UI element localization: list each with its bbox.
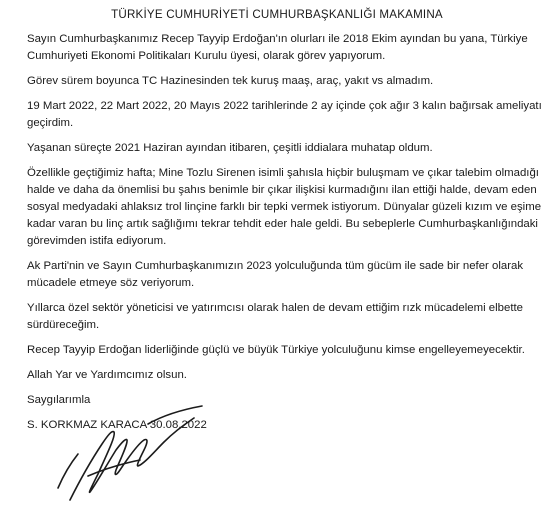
paragraph-5-line-3: sosyal medyadaki ahlaksız trol linçine farklı bir tepki vermek istiyorum. Dünyalar güzeli kızım ve eşime [27, 201, 542, 213]
paragraph-5-line-4: kadar varan bu linç artık sağlığımı tekrar tehdit eder hale geldi. Bu sebeplerle Cumhurbaşkanlığındaki [27, 218, 538, 230]
paragraph-4-line-1: Yaşanan süreçte 2021 Haziran ayından itibaren, çeşitli iddialara muhatap oldum. [27, 142, 433, 154]
paragraph-6-line-2: mücadele etmeye söz veriyorum. [27, 277, 195, 289]
paragraph-9-line-1: Allah Yar ve Yardımcımız olsun. [27, 369, 187, 381]
paragraph-1-line-2: Cumhuriyeti Ekonomi Politikaları Kurulu üyesi, olarak görev yapıyorum. [27, 50, 386, 62]
paragraph-1-line-1: Sayın Cumhurbaşkanımız Recep Tayyip Erdoğan'ın olurları ile 2018 Ekim ayından bu yana, Türkiye [27, 33, 528, 45]
paragraph-3-line-1: 19 Mart 2022, 22 Mart 2022, 20 Mayıs 2022 tarihlerinde 2 ay içinde çok ağır 3 kalın bağırsak ameliyatı [27, 100, 542, 112]
paragraph-3-line-2: geçirdim. [27, 117, 74, 129]
paragraph-7-line-2: sürdüreceğim. [27, 319, 100, 331]
letter-heading: TÜRKİYE CUMHURİYETİ CUMHURBAŞKANLIĞI MAKAMINA [111, 8, 443, 21]
signatory-and-date: S. KORKMAZ KARACA 30.08.2022 [27, 419, 207, 431]
paragraph-7-line-1: Yıllarca özel sektör yöneticisi ve yatırımcısı olarak halen de devam ettiğim rızk mücadelemi elbette [27, 302, 523, 314]
paragraph-8-line-1: Recep Tayyip Erdoğan liderliğinde güçlü ve büyük Türkiye yolculuğunu kimse engelleyemeyecektir. [27, 344, 525, 356]
paragraph-6-line-1: Ak Parti'nin ve Sayın Cumhurbaşkanımızın 2023 yolculuğunda tüm gücüm ile sade bir nefer olarak [27, 260, 524, 272]
paragraph-5-line-5: görevimden istifa ediyorum. [27, 235, 167, 247]
paragraph-2-line-1: Görev sürem boyunca TC Hazinesinden tek kuruş maaş, araç, yakıt vs almadım. [27, 75, 434, 87]
handwritten-signature [30, 404, 220, 504]
paragraph-5-line-1: Özellikle geçtiğimiz hafta; Mine Tozlu Sirenen isimli şahısla hiçbir buluşmam ve çıkar talebim olmadığı [27, 167, 539, 179]
paragraph-5-line-2: halde ve daha da önemlisi bu şahıs benimle bir çıkar ilişkisi kurmadığını ilan ettiği halde, devam eden [27, 184, 537, 196]
closing-line: Saygılarımla [27, 394, 91, 406]
